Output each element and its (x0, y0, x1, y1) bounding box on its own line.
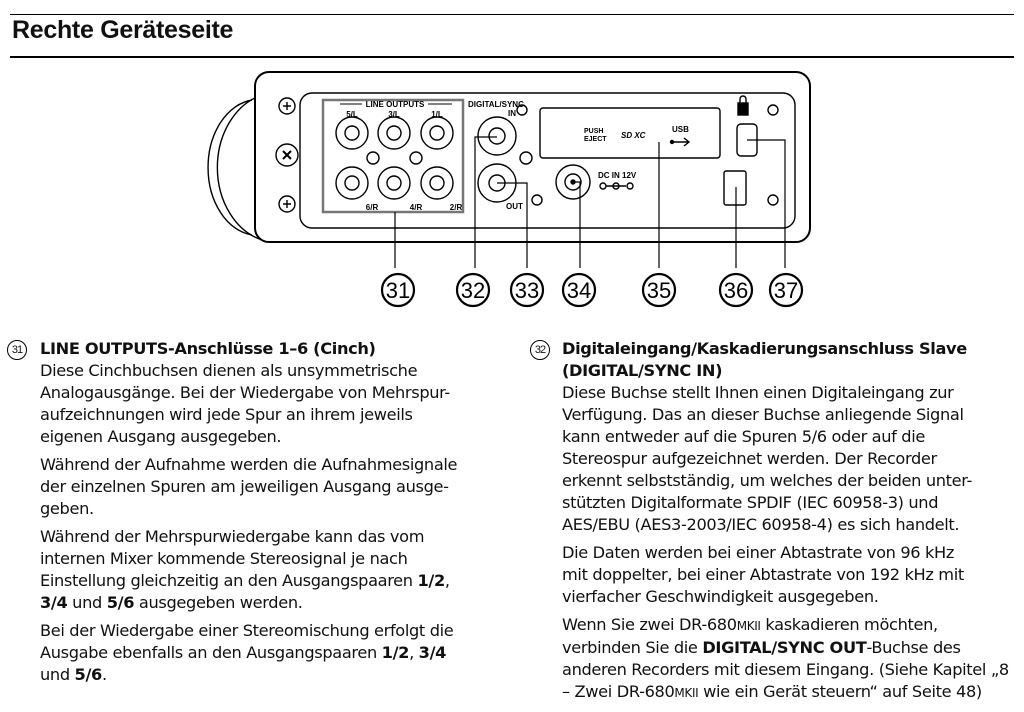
text: Einstellung gleichzeitig an den Ausgangspaaren (40, 571, 418, 590)
paragraph (562, 542, 1022, 608)
text: AES/EBU (AES3-2003/IEC 60958-4) es sich handelt. (562, 515, 960, 534)
text-line (40, 664, 520, 686)
text-line (40, 570, 520, 592)
text: stützten Digitalformate SPDIF (IEC 60958-3) und (562, 493, 939, 512)
text-line (40, 642, 520, 664)
usb-label: USB (672, 125, 689, 134)
text: wie ein Gerät steuern“ auf Seite 48) (698, 682, 982, 701)
text: Während der Aufnahme werden die Aufnahmesignale (40, 455, 458, 474)
small-caps-text: MKII (674, 686, 699, 700)
title-rule (10, 56, 1014, 58)
text: Stereospur aufgezeichnet werden. Der Recorder (562, 449, 937, 468)
text: Diese Cinchbuchsen dienen als unsymmetrische (40, 361, 418, 380)
paragraph (562, 382, 1022, 536)
top-rule (10, 14, 1014, 15)
section-heading: (DIGITAL/SYNC IN) (562, 361, 723, 380)
text: mit doppelter, bei einer Abtastrate von 192 kHz mit (562, 565, 964, 584)
text: und (67, 593, 107, 612)
callout-36: 36 (723, 278, 749, 303)
text: aufzeichnungen wird jede Spur an ihrem jeweils (40, 405, 413, 424)
callout-numbers (382, 274, 802, 306)
text-line (562, 542, 1022, 564)
text: – Zwei DR-680 (562, 682, 675, 701)
small-caps-text: MKII (736, 619, 761, 633)
section-heading: LINE OUTPUTS-Anschlüsse 1–6 (Cinch) (40, 339, 376, 358)
text-line (562, 637, 1022, 659)
text: der einzelnen Spuren am jeweiligen Ausgang ausge- (40, 477, 449, 496)
line-outputs-label: LINE OUTPUTS (365, 100, 425, 109)
page-title: Rechte Geräteseite (12, 16, 234, 44)
text: Bei der Wiedergabe einer Stereomischung erfolgt die (40, 621, 454, 640)
text: . (101, 665, 107, 684)
text: kann entweder auf die Spuren 5/6 oder auf die (562, 427, 925, 446)
paragraph (40, 454, 520, 520)
paragraph (40, 526, 520, 614)
text: und (40, 665, 75, 684)
text-line (562, 514, 1022, 536)
text-line (562, 659, 1022, 681)
text-line (40, 498, 520, 520)
bold-text: 1/2 (417, 571, 445, 590)
text-line (562, 614, 1022, 637)
text: erkennt selbstständig, um welches der beiden unter- (562, 471, 973, 490)
sdxc-logo: SD XC (621, 131, 646, 140)
callout-31: 31 (385, 278, 411, 303)
jack-label: 3/L (388, 110, 400, 119)
text-line (40, 548, 520, 570)
text-line (40, 382, 520, 404)
text: -Buchse des (866, 638, 961, 657)
text: Analogausgänge. Bei der Wiedergabe von Mehrspur- (40, 383, 450, 402)
text: Die Daten werden bei einer Abtastrate von 96 kHz (562, 543, 955, 562)
text: Wenn Sie zwei DR-680 (562, 615, 737, 634)
text-line (562, 426, 1022, 448)
text: Ausgabe ebenfalls an den Ausgangspaaren (40, 643, 382, 662)
text: kaskadieren möchten, (760, 615, 938, 634)
text-line (40, 526, 520, 548)
text-line (562, 470, 1022, 492)
jack-label: 6/R (365, 203, 379, 212)
section-heading: Digitaleingang/Kaskadierungsanschluss Slave (562, 339, 967, 358)
section-digital-sync-in (562, 338, 1022, 710)
text: Während der Mehrspurwiedergabe kann das vom (40, 527, 425, 546)
callout-33: 33 (514, 278, 540, 303)
text-line (40, 426, 520, 448)
callout-35: 35 (646, 278, 672, 303)
text-line (562, 492, 1022, 514)
text-line (562, 681, 1022, 704)
text: anderen Recorders mit diesem Eingang. (Siehe Kapitel „8 (562, 660, 1009, 679)
jack-label: 2/R (449, 203, 463, 212)
text-line (40, 454, 520, 476)
out-label: OUT (506, 202, 523, 211)
text-line (562, 586, 1022, 608)
in-label: IN (508, 109, 516, 118)
text-line (40, 404, 520, 426)
paragraph (40, 360, 520, 448)
text-line (40, 592, 520, 614)
paragraph (562, 614, 1022, 704)
bold-text: 1/2 (381, 643, 410, 662)
bold-text: 3/4 (418, 643, 447, 662)
dc-in-label: DC IN 12V (598, 171, 637, 180)
text: Diese Buchse stellt Ihnen einen Digitaleingang zur (562, 383, 954, 402)
jack-label: 5/L (346, 110, 358, 119)
bold-text: 3/4 (40, 593, 68, 612)
text-line (40, 360, 520, 382)
bold-text: 5/6 (74, 665, 102, 684)
text: internen Mixer kommende Stereosignal je nach (40, 549, 408, 568)
text-line (40, 620, 520, 642)
text-line (562, 404, 1022, 426)
bold-text: DIGITAL/SYNC OUT (702, 638, 867, 657)
section-number-32: 32 (530, 340, 550, 360)
jack-label: 1/L (431, 110, 443, 119)
text-line (562, 564, 1022, 586)
text: , (444, 571, 450, 590)
text: eigenen Ausgang ausgegeben. (40, 427, 282, 446)
text-line (40, 476, 520, 498)
bold-text: 5/6 (106, 593, 135, 612)
eject-label: EJECT (584, 136, 607, 143)
device-right-side-diagram (0, 60, 1024, 310)
text: ausgegeben werden. (134, 593, 303, 612)
text: , (409, 643, 419, 662)
callout-37: 37 (773, 278, 799, 303)
paragraph (40, 620, 520, 686)
text: geben. (40, 499, 94, 518)
push-label: PUSH (584, 128, 604, 135)
text-line (562, 448, 1022, 470)
text: verbinden Sie die (562, 638, 703, 657)
callout-34: 34 (566, 278, 592, 303)
text-line (562, 382, 1022, 404)
digital-sync-label: DIGITAL/SYNC (468, 100, 524, 109)
jack-label: 4/R (409, 203, 423, 212)
section-line-outputs (40, 338, 520, 692)
text: Verfügung. Das an dieser Buchse anliegende Signal (562, 405, 964, 424)
section-number-31: 31 (7, 340, 27, 360)
text: vierfacher Geschwindigkeit ausgegeben. (562, 587, 879, 606)
callout-32: 32 (460, 278, 486, 303)
